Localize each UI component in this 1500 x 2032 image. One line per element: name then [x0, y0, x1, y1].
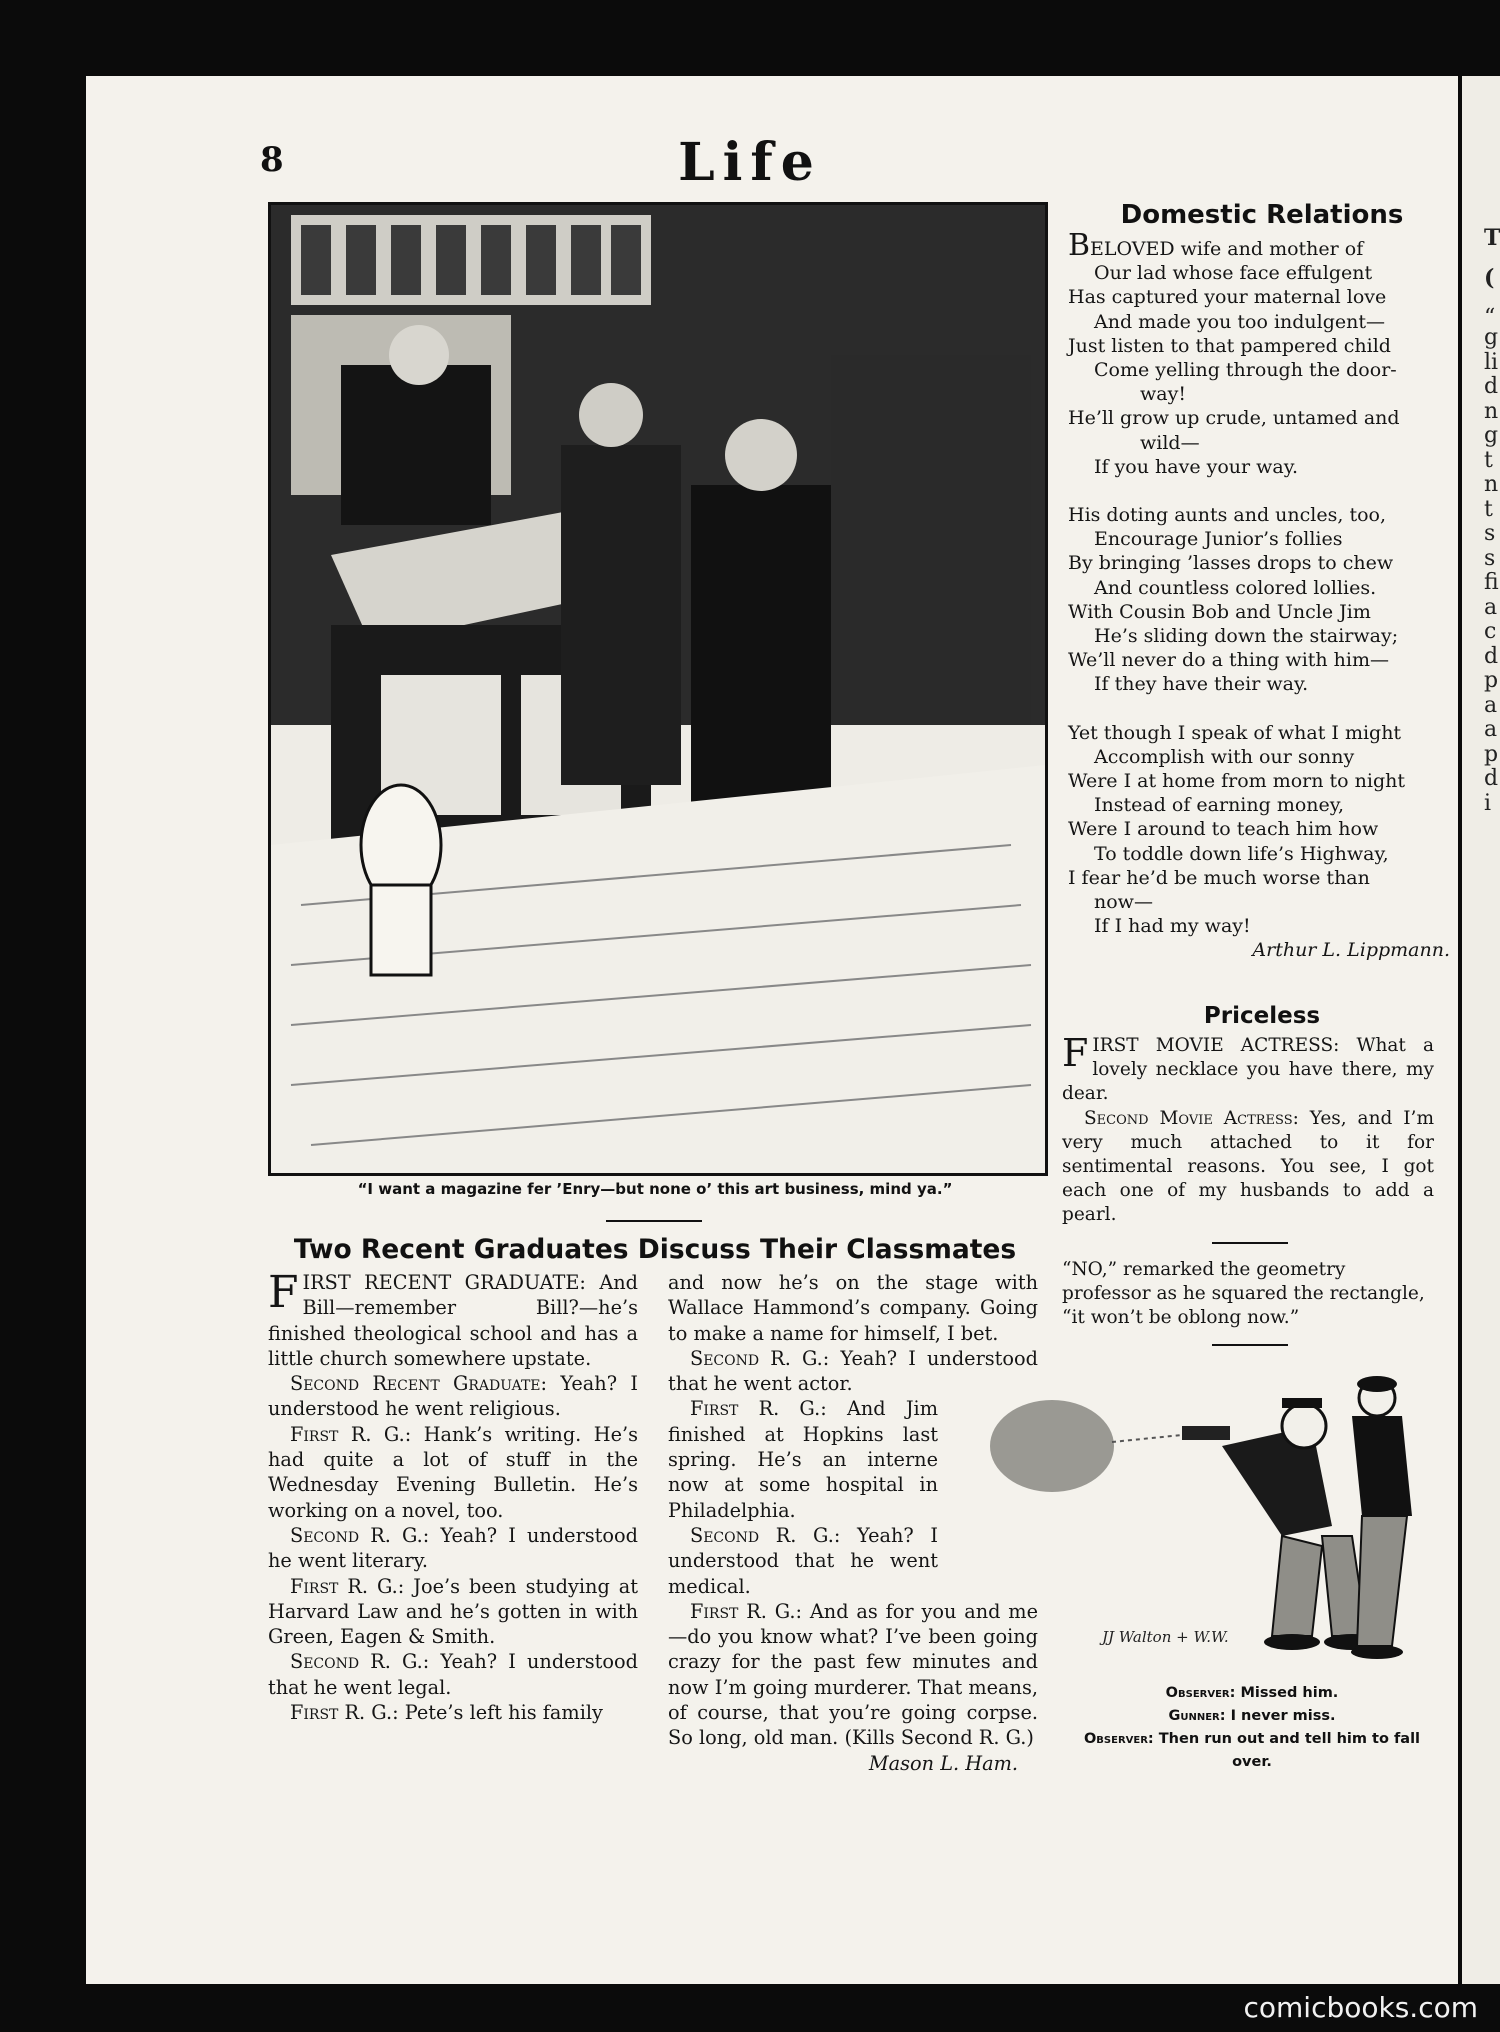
speaker-label: First R. G.:: [290, 1422, 412, 1446]
artist-signature: JJ Walton + W.W.: [1102, 1628, 1229, 1646]
poem-line: By bringing ’lasses drops to chew: [1068, 552, 1394, 575]
speaker-label: First R. G.:: [290, 1574, 405, 1598]
caption-line: [1062, 1682, 1442, 1705]
next-page-fragment: d: [1484, 374, 1499, 399]
poem-line: now—: [1094, 891, 1153, 914]
speaker-label: First R. G.:: [290, 1701, 399, 1725]
story-paragraph: [268, 1700, 638, 1725]
poem-line-text: ELOVED wife and mother of: [1090, 238, 1364, 260]
next-page-fragment: c: [1484, 619, 1497, 644]
poem-body: [1068, 228, 1460, 963]
priceless-body: [1062, 1031, 1435, 1228]
poem-line: Come yelling through the door-: [1094, 359, 1397, 382]
story-author: Mason L. Ham.: [868, 1751, 1018, 1775]
paragraph-text: And Jim finished at Hopkins last spring. He’s an interne now at some hospital in Philadelphia.: [668, 1397, 938, 1522]
poem-line: Yet though I speak of what I might: [1068, 721, 1402, 744]
caption-line: [1062, 1728, 1442, 1774]
paragraph-text: Hank’s writing. He’s had quite a lot of stuff in the Wednesday Evening Bulletin. He’s working on a novel, too.: [268, 1422, 639, 1522]
next-page-fragment: t: [1484, 496, 1493, 522]
paragraph-text: Yeah? I understood that he went legal.: [268, 1650, 638, 1699]
poem-line: Has captured your maternal love: [1068, 286, 1387, 309]
poem-line: Just listen to that pampered child: [1068, 334, 1391, 357]
cartoon-caption: “I want a magazine fer ’Enry—but none o’ this art business, mind ya.”: [357, 1180, 953, 1198]
drop-cap: F: [1062, 1031, 1089, 1075]
speaker-label: IRST MOVIE ACTRESS:: [1092, 1035, 1340, 1056]
next-page-fragment: d: [1484, 643, 1499, 669]
priceless-title: Priceless: [1203, 1003, 1321, 1029]
priceless-paragraph: [1062, 1107, 1434, 1228]
next-page-fragment: g: [1484, 325, 1499, 350]
speaker-label: Second Recent Graduate:: [290, 1372, 548, 1396]
next-page-fragment: p: [1484, 668, 1499, 693]
next-page-fragment: a: [1484, 717, 1498, 742]
next-page-fragment: a: [1484, 594, 1498, 620]
poem-line: And made you too indulgent—: [1094, 310, 1386, 333]
poem-line: Were I around to teach him how: [1068, 818, 1379, 841]
gunner-cartoon: [982, 1376, 1438, 1682]
next-page-fragment: “: [1484, 305, 1496, 330]
poem-line: He’s sliding down the stairway;: [1094, 625, 1399, 648]
speaker-label: Second R. G.:: [690, 1523, 841, 1547]
speaker-label: First R. G.:: [690, 1397, 827, 1421]
next-page-fragment: s: [1484, 521, 1496, 546]
next-page-fragment: n: [1484, 398, 1499, 424]
poem-line: If you have your way.: [1094, 455, 1298, 478]
poem-line: wild—: [1140, 431, 1200, 454]
story-paragraph: [668, 1523, 938, 1599]
poem-line: Encourage Junior’s follies: [1094, 528, 1343, 551]
story-paragraph: [268, 1649, 638, 1700]
speaker-label: Second Movie Actress:: [1084, 1107, 1299, 1129]
paragraph-text: Yeah? I understood he went literary.: [268, 1523, 638, 1573]
paragraph-text: Yeah? I understood he went religious.: [268, 1372, 638, 1421]
poem-line: And countless colored lollies.: [1094, 576, 1377, 599]
poem-line: Instead of earning money,: [1094, 794, 1345, 817]
next-page-fragment: p: [1484, 741, 1499, 767]
paragraph-text: Pete’s left his family: [398, 1701, 603, 1725]
next-page-fragment: a: [1484, 692, 1498, 718]
speaker-label: Gunner:: [1168, 1708, 1226, 1724]
divider-rule: [1212, 1344, 1288, 1346]
poem-line: To toddle down life’s Highway,: [1094, 842, 1389, 865]
poem-author: Arthur L. Lippmann.: [1252, 939, 1450, 962]
story-column-1: [268, 1267, 639, 1725]
poem-line: Accomplish with our sonny: [1094, 745, 1355, 768]
story-paragraph: [268, 1422, 638, 1523]
paragraph-text: and now he’s on the stage with Wallace Hammond’s company. Going to make a name for himself, I bet.: [668, 1271, 1038, 1345]
poem-title: Domestic Relations: [1120, 200, 1404, 230]
poem-line: We’ll never do a thing with him—: [1068, 649, 1390, 672]
next-page-fragment: t: [1484, 447, 1493, 473]
story-paragraph: [268, 1574, 638, 1650]
story-paragraph: [268, 1523, 638, 1574]
drop-cap: B: [1068, 228, 1091, 263]
caption-text: Missed him.: [1235, 1685, 1339, 1701]
poem-line: If they have their way.: [1094, 673, 1309, 696]
gunner-caption: [1062, 1682, 1442, 1774]
paragraph-text: Yes, and I’m very much attached to it for sentimental reasons. You see, I got each one of my husbands to add a pearl.: [1062, 1107, 1434, 1226]
poem-line: I fear he’d be much worse than: [1068, 866, 1370, 889]
masthead-title: Life: [678, 132, 822, 193]
caption-text: Then run out and tell him to fall over.: [1153, 1731, 1421, 1770]
poem-line: [1068, 228, 1460, 263]
poem-line: If I had my way!: [1094, 915, 1251, 938]
next-page-fragment: (: [1484, 265, 1495, 291]
newsstand-illustration: [271, 205, 1045, 1173]
story-headline: Two Recent Graduates Discuss Their Classmates: [293, 1234, 1017, 1265]
speaker-label: Second R. G.:: [290, 1523, 430, 1547]
next-page-edge: [1462, 76, 1500, 1984]
next-page-fragment: d: [1484, 766, 1499, 791]
watermark: comicbooks.com: [1243, 1991, 1478, 2024]
poem-line: He’ll grow up crude, untamed and: [1068, 407, 1400, 430]
paragraph-text: Joe’s been studying at Harvard Law and he’s gotten in with Green, Eagen & Smith.: [268, 1574, 639, 1649]
poem-line: With Cousin Bob and Uncle Jim: [1068, 600, 1371, 623]
next-page-fragment: n: [1484, 472, 1499, 497]
next-page-fragment: T: [1484, 225, 1500, 251]
divider-rule: [606, 1220, 702, 1222]
story-paragraph: [268, 1371, 638, 1422]
paragraph-text: IRST RECENT GRADUATE: And Bill—remember Bill?—he’s finished theological school and has a little church somewhere upstate.: [268, 1271, 638, 1370]
next-page-fragment: i: [1484, 790, 1492, 816]
drop-cap: F: [268, 1267, 299, 1318]
poem-line: Our lad whose face effulgent: [1094, 262, 1373, 285]
paragraph-text: Yeah? I understood that he went medical.: [668, 1523, 938, 1598]
poem-line: Were I at home from morn to night: [1068, 770, 1405, 793]
speaker-label: Observer:: [1165, 1685, 1236, 1701]
next-page-fragment: g: [1484, 423, 1499, 448]
paragraph-text: What a lovely necklace you have there, my dear.: [1062, 1035, 1435, 1105]
paragraph-text: And as for you and me—do you know what? I’ve been going crazy for the past few minutes and now I’m going murderer. That means, of course, that you’re going corpse. So long, old man. (Kills Second R. G.): [668, 1599, 1038, 1750]
paragraph-text: Yeah? I understood that he went actor.: [668, 1346, 1038, 1396]
speaker-label: Observer:: [1083, 1731, 1154, 1747]
poem-line: way!: [1140, 383, 1186, 406]
caption-text: I never miss.: [1225, 1708, 1336, 1724]
speaker-label: Second R. G.:: [290, 1650, 430, 1674]
story-paragraph: [268, 1267, 638, 1371]
next-page-fragment: s: [1484, 545, 1496, 571]
geometry-joke: “NO,” remarked the geometry professor as he squared the rectangle, “it won’t be oblong now.”: [1062, 1259, 1425, 1329]
story-paragraph: [668, 1270, 1038, 1346]
story-paragraph: [668, 1396, 938, 1522]
next-page-fragment: li: [1484, 349, 1499, 375]
caption-line: [1062, 1705, 1442, 1728]
speaker-label: First R. G.:: [690, 1599, 803, 1623]
poem-line: His doting aunts and uncles, too,: [1068, 504, 1386, 527]
divider-rule: [1212, 1242, 1288, 1244]
next-page-fragment: fi: [1484, 570, 1499, 595]
priceless-paragraph: [1062, 1031, 1435, 1107]
newsstand-cartoon: [268, 202, 1048, 1176]
speaker-label: Second R. G.:: [690, 1346, 830, 1370]
page-number: 8: [260, 140, 284, 180]
